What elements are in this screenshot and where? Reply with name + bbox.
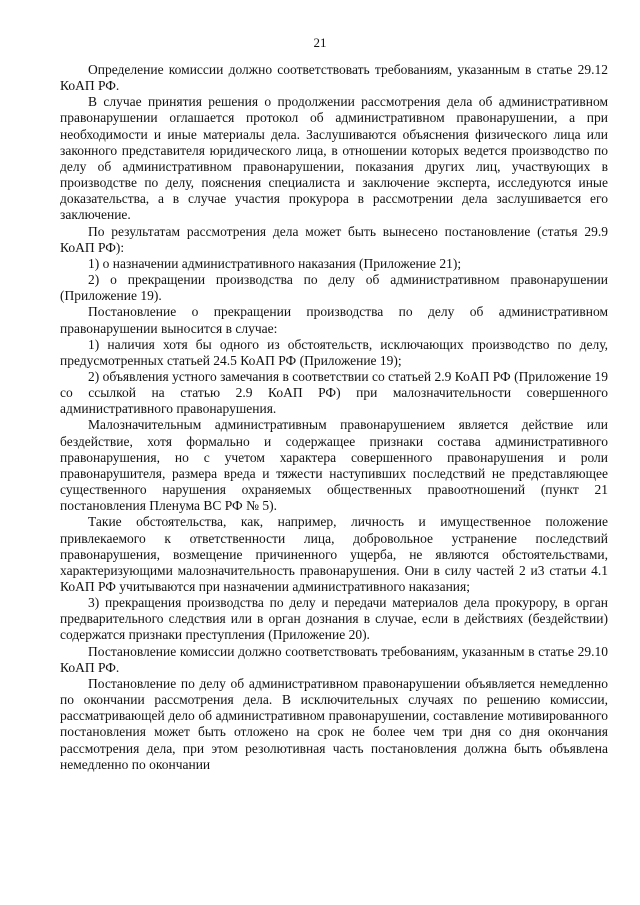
paragraph-6: Постановление о прекращении производства по делу об административном правонарушении выносится в случае: [60,304,608,336]
paragraph-2: В случае принятия решения о продолжении рассмотрения дела об административном правонарушении оглашается протокол об административном правонарушении, а при необходимости и иные материалы дела. Заслушиваются объяснения физического лица или законного представителя юридического лица, в отношении которых ведется производство по делу об административном правонарушении, показания других лиц, участвующих в производстве по делу, пояснения специалиста и заключение эксперта, исследуются иные доказательства, а в случае участия прокурора в рассмотрении дела заслушивается его заключение. [60,94,608,223]
paragraph-12: Постановление комиссии должно соответствовать требованиям, указанным в статье 29.10 КоАП РФ. [60,643,608,675]
page-number: 21 [313,35,327,50]
document-body [60,62,608,773]
paragraph-11: 3) прекращения производства по делу и передачи материалов дела прокурору, в орган предварительного следствия или в орган дознания в случае, если в действиях (бездействии) содержатся признаки преступления (Приложение 20). [60,595,608,643]
paragraph-9: Малозначительным административным правонарушением является действие или бездействие, хотя формально и содержащее признаки состава административного правонарушения, но с учетом характера совершенного правонарушения и роли правонарушителя, размера вреда и тяжести наступивших последствий не представляющее существенного нарушения охраняемых общественных правоотношений (пункт 21 постановления Пленума ВС РФ № 5). [60,417,608,514]
paragraph-3: По результатам рассмотрения дела может быть вынесено постановление (статья 29.9 КоАП РФ): [60,223,608,255]
paragraph-8: 2) объявления устного замечания в соответствии со статьей 2.9 КоАП РФ (Приложение 19 со ссылкой на статью 2.9 КоАП РФ) при малозначительности совершенного административного правонарушения. [60,368,608,417]
paragraph-5: 2) о прекращении производства по делу об административном правонарушении (Приложение 19). [60,272,608,304]
paragraph-10: Такие обстоятельства, как, например, личность и имущественное положение привлекаемого к ответственности лица, добровольное устранение последствий правонарушения, возмещение причиненного ущерба, не являются обстоятельствами, характеризующими малозначительность правонарушения. Они в силу частей 2 и3 статьи 4.1 КоАП РФ учитываются при назначении административного наказания; [60,514,608,594]
paragraph-13: Постановление по делу об административном правонарушении объявляется немедленно по окончании рассмотрения дела. В исключительных случаях по решению комиссии, рассматривающей дело об административном правонарушении, составление мотивированного постановления может быть отложено на срок не более чем три дня со дня окончания рассмотрения дела, при этом резолютивная часть постановления должна быть объявлена немедленно по окончании [60,675,608,772]
paragraph-4: 1) о назначении административного наказания (Приложение 21); [88,255,462,271]
paragraph-1: Определение комиссии должно соответствовать требованиям, указанным в статье 29.12 КоАП РФ. [60,62,608,94]
paragraph-7: 1) наличия хотя бы одного из обстоятельств, исключающих производство по делу, предусмотренных статьей 24.5 КоАП РФ (Приложение 19); [60,336,608,368]
